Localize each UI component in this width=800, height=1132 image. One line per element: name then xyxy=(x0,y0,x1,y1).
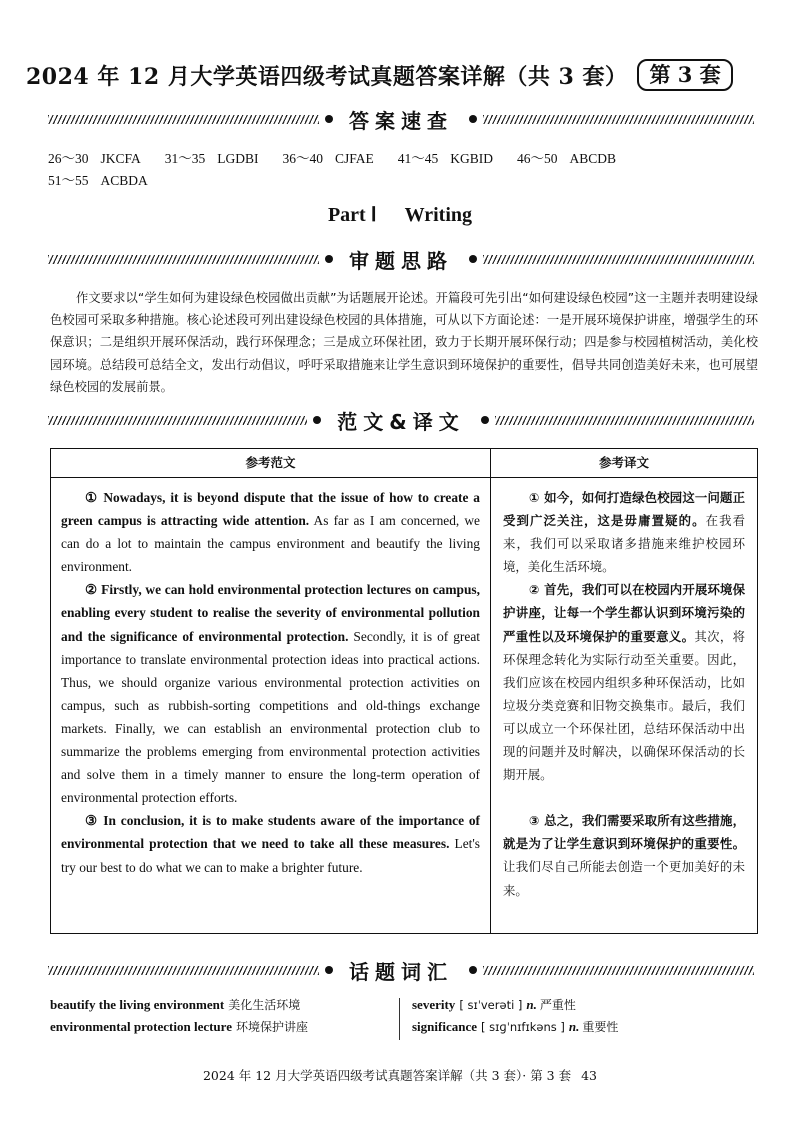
vocab-meaning: 美化生活环境 xyxy=(228,998,301,1012)
answer-item xyxy=(48,148,141,170)
vocab-phonetic: [ sɪɡˈnɪfɪkəns ] xyxy=(481,1020,565,1034)
answer-keys: JKCFA xyxy=(100,151,141,166)
vocab-term: severity xyxy=(412,997,456,1012)
vocab-meaning: 严重性 xyxy=(539,998,576,1012)
vocab-term: significance xyxy=(412,1019,477,1034)
topic-sentence: ① 如今，如何打造绿色校园这一问题正受到广泛关注，这是毋庸置疑的。 xyxy=(503,490,745,529)
vocab-part-of-speech: n. xyxy=(568,1019,580,1034)
part-label: Part Ⅰ xyxy=(327,204,377,226)
answer-item xyxy=(283,148,374,170)
answer-item xyxy=(165,148,259,170)
chinese-column xyxy=(491,449,757,933)
bullet-dot xyxy=(325,115,333,123)
answer-range: 36～40 xyxy=(282,151,324,166)
hatch-divider xyxy=(483,255,754,264)
hatch-divider xyxy=(483,115,754,124)
answer-keys: ABCDB xyxy=(569,151,617,166)
english-essay xyxy=(51,478,490,879)
chinese-translation xyxy=(491,478,757,902)
essay-table xyxy=(50,448,758,934)
footer-text: 2024 年 12 月大学英语四级考试真题答案详解（共 3 套）· 第 3 套 xyxy=(202,1068,572,1083)
english-column xyxy=(51,449,491,933)
paragraph-text: 让我们尽自己所能去创造一个更加美好的未来。 xyxy=(503,859,745,898)
analysis-paragraph: 作文要求以“学生如何为建设绿色校园做出贡献”为话题展开论述。开篇段可先引出“如何建设绿色校园”这一主题并表明建设绿色校园可采取多种措施。核心论述段可列出建设绿色校园的具体措施，可从以下方面论述：一是开展环境保护讲座，增强学生的环保意识；二是组织开展环保活动，践行环保理念；三是成立环保社团，致力于长期开展环保行动；四是参与校园植树活动，美化校园环境。总结段可总结全文，发出行动倡议，呼吁采取措施来让学生意识到环境保护的重要性，倡导共同创造美好未来，也可展望绿色校园的发展前景。 xyxy=(50,291,758,394)
translation-paragraph-3 xyxy=(503,809,745,901)
bullet-dot xyxy=(469,966,477,974)
vocab-column-phrases xyxy=(50,994,395,1040)
vocab-meaning: 环境保护讲座 xyxy=(235,1020,308,1034)
section-header-essay xyxy=(48,407,754,433)
chinese-column-header: 参考译文 xyxy=(491,449,757,478)
vocab-term: beautify the living environment xyxy=(50,997,225,1012)
answer-range: 41～45 xyxy=(397,151,439,166)
paragraph-text: Let's try our best to do what we can to make a brighter future. xyxy=(61,836,480,875)
vocab-item xyxy=(50,994,395,1016)
vocab-item xyxy=(50,1016,395,1038)
bullet-dot xyxy=(469,115,477,123)
section-title: 答案速查 xyxy=(349,108,453,133)
answer-item xyxy=(517,148,616,170)
answer-range: 31～35 xyxy=(164,151,206,166)
vocab-item xyxy=(412,1016,618,1038)
page-title: 2024 年 12 月大学英语四级考试真题答案详解（共 3 套） xyxy=(26,63,628,90)
answer-keys: LGDBI xyxy=(217,151,259,166)
topic-sentence: ② 首先，我们可以在校园内开展环境保护讲座，让每一个学生都认识到环境污染的严重性以及环境保护的重要意义。 xyxy=(503,582,745,644)
page-footer xyxy=(0,1066,800,1084)
bullet-dot xyxy=(325,255,333,263)
answer-keys: ACBDA xyxy=(100,173,148,188)
page-number: 43 xyxy=(581,1068,598,1083)
answer-keys: CJFAE xyxy=(335,151,374,166)
hatch-divider xyxy=(483,966,754,975)
hatch-divider xyxy=(48,966,319,975)
vocab-meaning: 重要性 xyxy=(582,1020,619,1034)
topic-sentence: ② Firstly, we can hold environmental protection lectures on campus, enabling every student to realise the severity of environmental pollution and the significance of environmental protection. xyxy=(61,582,480,644)
translation-paragraph-1 xyxy=(503,486,745,578)
hatch-divider xyxy=(495,416,754,425)
bullet-dot xyxy=(313,416,321,424)
section-header-vocab xyxy=(48,957,754,983)
section-title: 话题词汇 xyxy=(349,959,453,984)
vocab-item xyxy=(412,994,618,1016)
answer-keys: KGBID xyxy=(450,151,494,166)
paragraph-text: Secondly, it is of great importance to translate environmental protection ideas into practical actions. Thus, we should organize various environmental protection activities on campus, such as rubbish-sorting competitions and old-things exchange markets. Finally, we can establish an environmental protection club to summarize the problems emerging from environmental protection activities and solve them in a timely manner to ensure the long-term operation of environmental protection efforts. xyxy=(61,628,480,806)
hatch-divider xyxy=(48,115,319,124)
essay-paragraph-3 xyxy=(61,809,480,878)
hatch-divider xyxy=(48,416,307,425)
topic-sentence: ③ 总之，我们需要采取所有这些措施，就是为了让学生意识到环境保护的重要性。 xyxy=(503,813,745,852)
page-header xyxy=(26,58,776,92)
essay-paragraph-1 xyxy=(61,486,480,578)
vocabulary-list xyxy=(50,994,758,1040)
vocab-column-words xyxy=(412,994,618,1040)
bullet-dot xyxy=(469,255,477,263)
answer-range: 26～30 xyxy=(48,151,89,166)
hatch-divider xyxy=(48,255,319,264)
part-heading xyxy=(0,202,800,227)
vocab-part-of-speech: n. xyxy=(526,997,537,1012)
answer-line xyxy=(48,170,768,192)
topic-sentence: ③ In conclusion, it is to make students aware of the importance of environmental protection that we need to take all these measures. xyxy=(61,813,480,852)
answer-line xyxy=(48,148,768,170)
section-title: 审题思路 xyxy=(349,248,453,273)
section-header-analysis xyxy=(48,246,754,272)
bullet-dot xyxy=(481,416,489,424)
spacer xyxy=(503,786,745,809)
answer-range: 46～50 xyxy=(517,151,558,166)
paragraph-text: 在我看来，我们可以采取诸多措施来维护校园环境，美化生活环境。 xyxy=(503,513,746,575)
answer-range: 51～55 xyxy=(48,173,89,188)
answer-item xyxy=(48,170,148,192)
bullet-dot xyxy=(325,966,333,974)
vocab-divider xyxy=(399,998,400,1040)
section-header-answers xyxy=(48,106,754,132)
paragraph-text: As far as I am concerned, we can do a lot to maintain the campus environment and beautify the living environment. xyxy=(61,513,480,575)
vocab-term: environmental protection lecture xyxy=(50,1019,232,1034)
vocab-phonetic: [ sɪˈverəti ] xyxy=(459,998,523,1012)
translation-paragraph-2 xyxy=(503,578,745,786)
paragraph-text: 其次，将环保理念转化为实际行动至关重要。因此，我们应该在校园内组织多种环保活动，比如垃圾分类竞赛和旧物交换集市。最后，我们可以成立一个环保社团，总结环保活动中出现的问题并及时解决，以确保环保活动的长期开展。 xyxy=(503,628,746,783)
english-column-header: 参考范文 xyxy=(51,449,490,478)
answer-key xyxy=(48,148,768,192)
topic-sentence: ① Nowadays, it is beyond dispute that the issue of how to create a green campus is attracting wide attention. xyxy=(61,490,480,529)
part-name: Writing xyxy=(404,204,473,226)
answer-item xyxy=(398,148,493,170)
essay-paragraph-2 xyxy=(61,578,480,809)
section-title: 范文&译文 xyxy=(337,409,465,434)
set-badge: 第 3 套 xyxy=(637,59,732,91)
